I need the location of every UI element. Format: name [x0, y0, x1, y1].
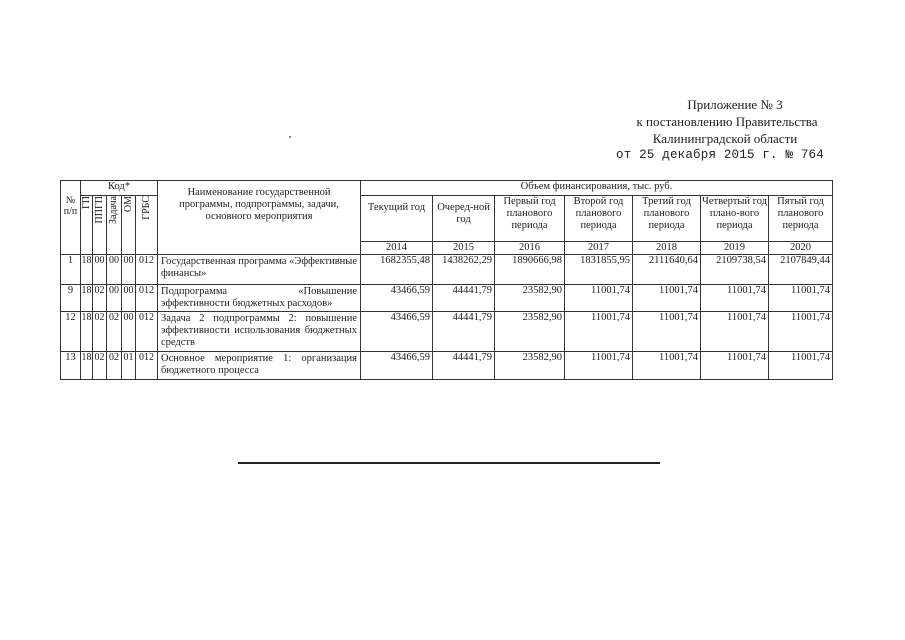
year-6: 2019 [701, 242, 769, 255]
row-name: Подпрограмма «Повышение эффективности бюджетных расходов» [158, 285, 361, 312]
code-ppgp: 02 [93, 352, 107, 380]
code-ppgp: 02 [93, 285, 107, 312]
appendix-title: Приложение № 3 [687, 97, 783, 112]
code-task: 02 [107, 352, 122, 380]
code-gp: 18 [81, 312, 93, 352]
value-2018: 2111640,64 [633, 255, 701, 285]
value-2017: 11001,74 [565, 312, 633, 352]
year-label-4: Второй год планового периода [565, 196, 633, 242]
code-grbs: 012 [136, 312, 158, 352]
code-gp: 18 [81, 285, 93, 312]
code-om: 01 [122, 352, 136, 380]
code-gp-header: ГП [81, 196, 93, 255]
code-task: 00 [107, 285, 122, 312]
value-2014: 1682355,48 [361, 255, 433, 285]
value-2019: 11001,74 [701, 352, 769, 380]
value-2017: 11001,74 [565, 285, 633, 312]
name-header: Наименование государственной программы, подпрограммы, задачи, основного мероприятия [158, 181, 361, 255]
row-num: 1 [61, 255, 81, 285]
year-label-2: Очеред-ной год [433, 196, 495, 242]
row-num: 9 [61, 285, 81, 312]
value-2016: 23582,90 [495, 312, 565, 352]
code-grbs: 012 [136, 285, 158, 312]
table-row [61, 352, 833, 380]
appendix-region: Калининградской области [652, 131, 798, 146]
value-2014: 43466,59 [361, 285, 433, 312]
value-2020: 2107849,44 [769, 255, 833, 285]
value-2014: 43466,59 [361, 352, 433, 380]
table-row [61, 285, 833, 312]
year-3: 2016 [495, 242, 565, 255]
code-ppgp: 00 [93, 255, 107, 285]
value-2019: 11001,74 [701, 285, 769, 312]
value-2017: 11001,74 [565, 352, 633, 380]
value-2019: 11001,74 [701, 312, 769, 352]
year-label-1: Текущий год [361, 196, 433, 242]
num-header: № п/п [61, 181, 81, 255]
year-label-5: Третий год планового периода [633, 196, 701, 242]
value-2020: 11001,74 [769, 285, 833, 312]
financing-table [60, 180, 833, 380]
value-2015: 44441,79 [433, 285, 495, 312]
value-2018: 11001,74 [633, 352, 701, 380]
code-grbs-header: ГРБС [136, 196, 158, 255]
year-4: 2017 [565, 242, 633, 255]
code-task-header: Задача [107, 196, 122, 255]
scan-speck [289, 136, 291, 138]
year-label-3: Первый год планового периода [495, 196, 565, 242]
row-name: Государственная программа «Эффективные финансы» [158, 255, 361, 285]
year-5: 2018 [633, 242, 701, 255]
value-2016: 23582,90 [495, 352, 565, 380]
code-task: 00 [107, 255, 122, 285]
value-2015: 44441,79 [433, 352, 495, 380]
code-grbs: 012 [136, 352, 158, 380]
row-name: Основное мероприятие 1: организация бюджетного процесса [158, 352, 361, 380]
value-2014: 43466,59 [361, 312, 433, 352]
code-om: 00 [122, 312, 136, 352]
year-1: 2014 [361, 242, 433, 255]
value-2015: 44441,79 [433, 312, 495, 352]
value-2016: 23582,90 [495, 285, 565, 312]
code-om: 00 [122, 285, 136, 312]
table-row [61, 255, 833, 285]
code-gp: 18 [81, 352, 93, 380]
year-label-7: Пятый год планового периода [769, 196, 833, 242]
value-2015: 1438262,29 [433, 255, 495, 285]
year-label-6: Четвертый год плано-вого периода [701, 196, 769, 242]
code-om-header: ОМ [122, 196, 136, 255]
year-7: 2020 [769, 242, 833, 255]
value-2016: 1890666,98 [495, 255, 565, 285]
code-group-header: Код* [81, 181, 158, 196]
code-task: 02 [107, 312, 122, 352]
code-grbs: 012 [136, 255, 158, 285]
year-2: 2015 [433, 242, 495, 255]
value-2017: 1831855,95 [565, 255, 633, 285]
value-2018: 11001,74 [633, 285, 701, 312]
code-gp: 18 [81, 255, 93, 285]
value-2020: 11001,74 [769, 352, 833, 380]
row-name: Задача 2 подпрограммы 2: повышение эффективности использования бюджетных средств [158, 312, 361, 352]
row-num: 13 [61, 352, 81, 380]
code-ppgp-header: ППГП [93, 196, 107, 255]
value-2020: 11001,74 [769, 312, 833, 352]
code-om: 00 [122, 255, 136, 285]
value-2018: 11001,74 [633, 312, 701, 352]
value-2019: 2109738,54 [701, 255, 769, 285]
funding-group-header: Объем финансирования, тыс. руб. [361, 181, 833, 196]
signature-divider [238, 462, 660, 464]
row-num: 12 [61, 312, 81, 352]
appendix-date: от 25 декабря 2015 г. № 764 [616, 148, 824, 162]
code-ppgp: 02 [93, 312, 107, 352]
table-row [61, 312, 833, 352]
appendix-subtitle: к постановлению Правительства [636, 114, 818, 129]
